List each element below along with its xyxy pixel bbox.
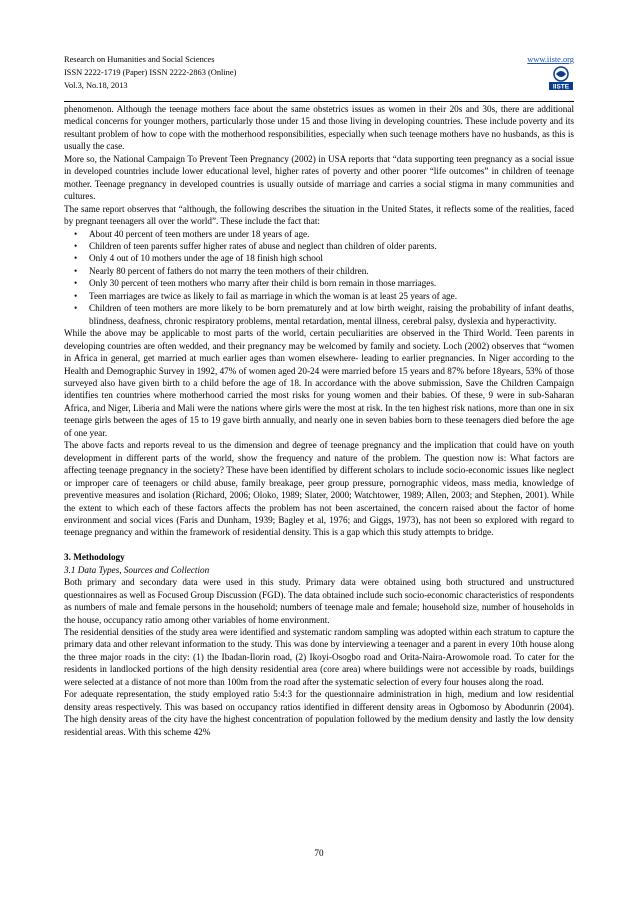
- bullet-marker: •: [74, 278, 78, 289]
- journal-title: Research on Humanities and Social Sciences: [64, 55, 215, 64]
- list-item-text: Only 30 percent of teen mothers who marry after their child is born remain in those marriages.: [89, 278, 437, 289]
- subsection-heading: 3.1 Data Types, Sources and Collection: [64, 564, 210, 575]
- paragraph: The above facts and reports reveal to us the dimension and degree of teenage pregnancy and the implication that could have on youth development in different parts of the world, show the frequency and nature of the problem. The question now is: What factors are affecting teenage pregnancy in the society? These have been identified by different scholars to include socio-economic issues like neglect or improper care of teenagers or child abuse, family breakage, peer group pressure, pornographic videos, mass media, knowledge of preventive measures and isolation (Richard, 2006; Oloko, 1989; Slater, 2000; Watchtower, 1989; Allen, 2003; and Stephen, 2001). While the extent to which each of these factors affects the problem has not been ascertained, the concern raised about the factor of home environment and social vices (Faris and Dunham, 1939; Bagley et al, 1976; and Giggs, 1973), has not been so explored with regard to teenage pregnancy and within the framework of residential density. This is a gap which this study attempts to bridge.: [64, 440, 574, 538]
- bullet-marker: •: [74, 303, 78, 314]
- list-item-text: Only 4 out of 10 mothers under the age of 18 finish high school: [89, 253, 323, 264]
- list-item: [74, 302, 574, 327]
- list-item: [74, 265, 574, 277]
- list-item-text: Teen marriages are twice as likely to fail as marriage in which the woman is at least 25 years of age.: [89, 290, 457, 301]
- logo-text: IISTE: [552, 83, 570, 91]
- list-item-text: About 40 percent of teen mothers are under 18 years of age.: [89, 228, 310, 239]
- page-number: 70: [314, 848, 324, 858]
- bullet-marker: •: [74, 240, 78, 251]
- paragraph: The residential densities of the study area were identified and systematic random sampling was adopted within each stratum to capture the primary data and other relevant information to the study. This was done by interviewing a teenager and a parent in every 10th house along the three major roads in the city: (1) the Ibadan-Ilorin road, (2) Ikoyi-Osogbo road and Orita-Naira-Arowomole road. To cater for the residents in landlocked portions of the high density residential area (core area) where buildings were not accessible by roads, buildings were selected at a distance of not more than 100m from the road after the systematic selection of every four houses along the road.: [64, 627, 574, 687]
- article-body: [64, 103, 574, 738]
- bullet-marker: •: [74, 228, 78, 239]
- list-item-text: Nearly 80 percent of fathers do not marry the teen mothers of their children.: [89, 265, 369, 276]
- bullet-marker: •: [74, 253, 78, 264]
- list-item-text: Children of teen mothers are more likely to be born prematurely and at low birth weight, raising the probability of infant deaths, blindness, deafness, chronic respiratory problems, mental retardation, mental illness, cerebral palsy, dyslexia and hyperactivity.: [89, 303, 574, 326]
- list-item: [74, 290, 574, 302]
- header-divider: [64, 101, 574, 102]
- page-header: [64, 55, 574, 101]
- list-item-text: Children of teen parents suffer higher rates of abuse and neglect than children of older parents.: [89, 240, 437, 251]
- paragraph: Both primary and secondary data were used in this study. Primary data were obtained using both structured and unstructured questionnaires as well as Focused Group Discussion (FGD). The data obtained include such socio-economic characteristics of respondents as numbers of male and female persons in the household; numbers of teenage male and female; household size, number of households in the house, occupancy ratio among other variables of home environment.: [64, 577, 574, 625]
- section-heading: 3. Methodology: [64, 552, 125, 563]
- iiste-logo: [548, 65, 574, 91]
- list-item: [74, 252, 574, 264]
- paragraph: phenomenon. Although the teenage mothers face about the same obstetrics issues as women in their 20s and 30s, there are additional medical concerns for younger mothers, particularly those under 15 and those living in developing countries. These include poverty and its resultant problem of how to cope with the motherhood responsibilities, especially when such teenage mothers have no husbands, as this is usually the case.: [64, 104, 574, 152]
- bullet-marker: •: [74, 265, 78, 276]
- volume-line: Vol.3, No.18, 2013: [64, 81, 128, 90]
- paragraph: For adequate representation, the study employed ratio 5:4:3 for the questionnaire administration in high, medium and low residential density areas respectively. This was based on occupancy ratios identified in different density areas in Ogbomoso by Abodunrin (2004). The high density areas of the city have the highest concentration of population followed by the medium density and lastly the low density residential areas. With this scheme 42%: [64, 689, 574, 737]
- list-item: [74, 240, 574, 252]
- paragraph: The same report observes that “although, the following describes the situation in the United States, it reflects some of the realities, faced by pregnant teenagers all over the world”. These include the fact that:: [64, 203, 574, 227]
- bullet-list: [64, 228, 574, 328]
- paragraph: While the above may be applicable to most parts of the world, certain peculiarities are observed in the Third World. Teen parents in developing countries are often wedded, and their pregnancy may be welcomed by family and society. Loch (2002) observes that “women in Africa in general, get married at much earlier ages than women elsewhere- leading to earlier pregnancies. In Niger according to the Health and Demographic Survey in 1992, 47% of women aged 20-24 were married before 15 years and 87% before 18years, 53% of those surveyed also have given birth to a child before the age of 18. In accordance with the above submission, Save the Children Campaign identifies ten countries where motherhood carried the most risks for young women and their babies. Of these, 9 were in sub-Saharan Africa, and Niger, Liberia and Mali were the nations where girls were the most at risk. In the ten highest risk nations, more than one in six teenage girls between the ages of 15 to 19 gave birth annually, and nearly one in seven babies born to these teenagers died before the age of one year.: [64, 328, 574, 438]
- list-item: [74, 277, 574, 289]
- journal-website-link[interactable]: www.iiste.org: [527, 55, 574, 64]
- paragraph: More so, the National Campaign To Prevent Teen Pregnancy (2002) in USA reports that “data supporting teen pregnancy as a social issue in developed countries include lower educational level, higher rates of poverty and other poorer “life outcomes” in children of teenage mother. Teenage pregnancy in developed countries is usually outside of marriage and carries a social stigma in many communities and cultures.: [64, 153, 574, 202]
- list-item: [74, 228, 574, 240]
- bullet-marker: •: [74, 290, 78, 301]
- issn-line: ISSN 2222-1719 (Paper) ISSN 2222-2863 (Online): [64, 68, 237, 77]
